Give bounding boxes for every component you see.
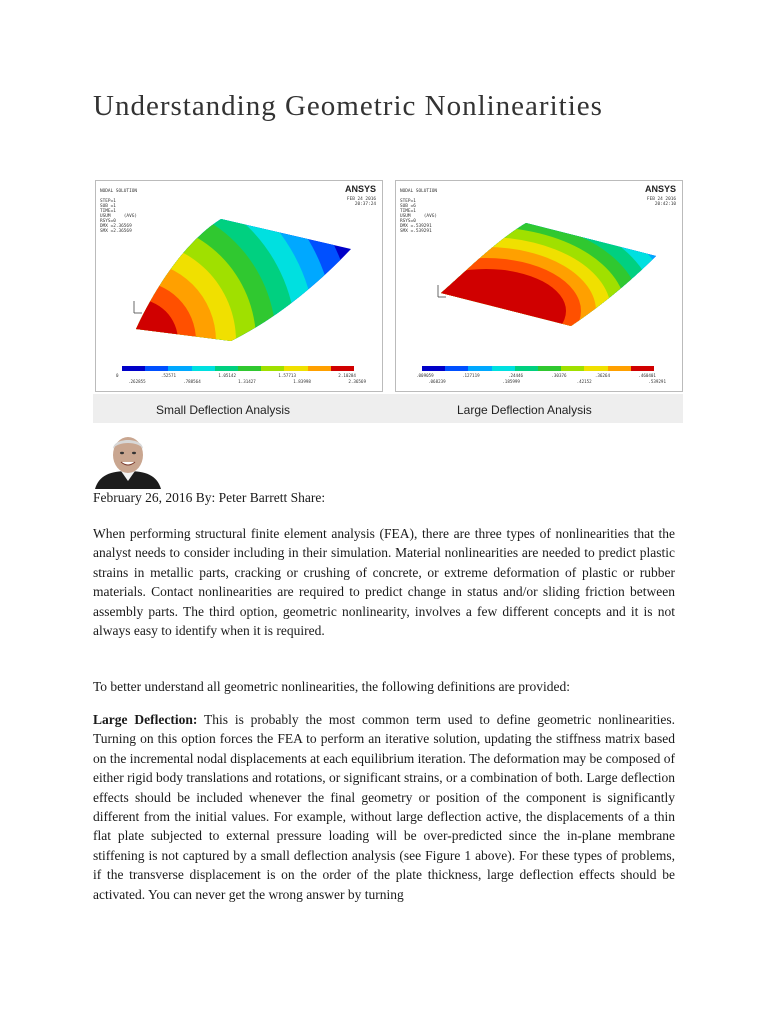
legend-values-bottom: .262855 .788564 1.31427 1.83998 2.36569 <box>128 379 366 384</box>
legend-values-top: 0 .52571 1.05142 1.57713 2.10284 <box>116 373 356 378</box>
author-photo <box>93 431 163 489</box>
large-deflection-text: This is probably the most common term used to define geometric nonlinearities. Turning on this option forces the FEA to perform an iterative solution, updating the stiffness matrix based on the incremental nodal displacements at each equilibrium iteration. The deformation may be composed of either rigid body translations and rotations, or significant strains, or a combination of both. Large deflection effects should be included whenever the final geometry or position of the component is significantly different from the initial values. For example, without large deflection active, the displacements of a thin flat plate subjected to external pressure loading will be over-predicted since the in-plane membrane stiffening is not captured by a small deflection analysis (see Figure 1 above). For these types of problems, if the transverse displacement is on the order of the plate thickness, large deflection effects should be activated. You can never get the wrong answer by turning <box>93 712 675 902</box>
ansys-logo: ANSYS <box>644 184 676 194</box>
small-deflection-contour <box>96 181 382 391</box>
small-deflection-plot <box>95 180 383 392</box>
large-deflection-header: NODAL SOLUTION STEP=1 SUB =6 TIME=1 USUM (AVG) RSYS=0 DMX =.539291 SMX =.539291 <box>400 189 438 234</box>
legend-values-bottom: .068239 .185999 .42152 .539291 <box>428 379 666 384</box>
article-title: Understanding Geometric Nonlinearities <box>93 90 603 122</box>
small-deflection-header: NODAL SOLUTION STEP=1 SUB =1 TIME=1 USUM (AVG) RSYS=0 DMX =2.36569 SMX =2.36569 <box>100 189 138 234</box>
large-deflection-timestamp: FEB 24 2016 20:42:10 <box>646 197 676 207</box>
paragraph-definitions-lead: To better understand all geometric nonlinearities, the following definitions are provided: <box>93 679 571 694</box>
small-deflection-caption: Small Deflection Analysis <box>156 403 291 417</box>
large-deflection-caption: Large Deflection Analysis <box>457 403 592 417</box>
large-deflection-plot <box>395 180 683 392</box>
small-deflection-timestamp: FEB 24 2016 20:37:24 <box>346 197 376 207</box>
contour-legend-bar <box>422 366 654 371</box>
ansys-logo: ANSYS <box>344 184 376 194</box>
figure-1 <box>93 180 683 423</box>
article-byline: February 26, 2016 By: Peter Barrett Share: <box>93 490 326 505</box>
contour-legend-bar <box>122 366 354 371</box>
large-deflection-contour <box>396 181 682 391</box>
paragraph-intro: When performing structural finite element analysis (FEA), there are three types of nonlinearities that the analyst needs to consider including in their simulation. Material nonlinearities are needed to predict plastic strains in metallic parts, cracking or crushing of concrete, or extreme deformation of plastic or rubber materials. Contact nonlinearities are required to predict change in status and/or sliding friction between assembly parts. The third option, geometric nonlinearity, involves a few different concepts and it is not always easy to identify when it is required. <box>93 526 675 639</box>
large-deflection-term: Large Deflection: <box>93 712 198 727</box>
legend-values-top: .009059 .127119 .24446 .30376 .36264 .460401 <box>416 373 656 378</box>
paragraph-large-deflection <box>93 710 675 904</box>
